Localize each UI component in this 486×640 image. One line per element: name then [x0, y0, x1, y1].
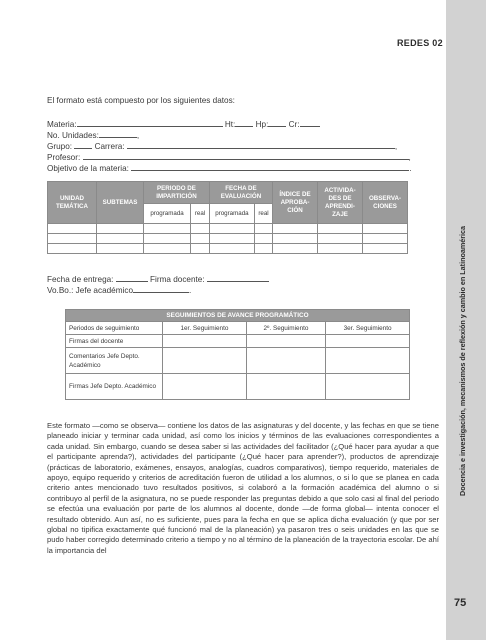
col-header-fecha: FECHA DE EVALUACIÓN — [209, 182, 272, 204]
col-header-actividades: ACTIVIDA-DES DE APRENDI-ZAJE — [318, 182, 363, 224]
table-row — [66, 322, 410, 335]
label-profesor: Profesor: — [47, 153, 81, 162]
table-row — [66, 335, 410, 348]
col-header-periodo: PERIODO DE IMPARTICIÓN — [144, 182, 210, 204]
page-number: 75 — [454, 597, 467, 609]
col-header-2do: 2º. Seguimiento — [246, 322, 325, 335]
row-label-firmas-jefe: Firmas Jefe Depto. Académico — [66, 374, 163, 400]
subheader-real: real — [191, 204, 210, 224]
blank-line — [99, 129, 137, 138]
label-fecha-entrega: Fecha de entrega: — [47, 275, 114, 284]
blank-line — [74, 140, 92, 149]
col-header-observaciones: OBSERVA-CIONES — [363, 182, 408, 224]
blank-line — [235, 118, 253, 127]
progress-table-title: SEGUIMIENTOS DE AVANCE PROGRAMÁTICO — [66, 310, 410, 322]
label-objetivo: Objetivo de la materia: — [47, 164, 129, 173]
label-materia: Materia: — [47, 120, 77, 129]
form-line-vobo: Vo.Bo.: Jefe académico . — [47, 286, 192, 295]
label-vobo: Vo.Bo.: Jefe académico — [47, 286, 134, 295]
table-row — [48, 234, 408, 244]
blank-line — [77, 118, 223, 127]
series-label: REDES 02 — [397, 38, 443, 48]
blank-line — [133, 284, 189, 293]
label-grupo: Grupo: — [47, 142, 73, 151]
col-header-unidad: UNIDAD TEMÁTICA — [48, 182, 97, 224]
blank-line — [268, 118, 286, 127]
body-paragraph: Este formato —como se observa— contiene los datos de las asignaturas y del docente, y las fechas en que se tiene planeado iniciar y terminar cada unidad, así como los inicios y términos de las evaluaciones correspondientes a cada unidad. Sin embargo, cuando se desea saber si las actividades del facilitador (¿Qué hacer para ayudar a que el participante aprenda?), actividades del participante (¿Qué hacer para aprender?), productos de aprendizaje (prácticas de laboratorio, exámenes, ensayos, analogías, cuadros comparativos), tiempo requerido, materiales de apoyo, equipo requerido y criterios de acreditación fueron de utilidad a los alumnos, o si lo que se planea en cada criterio antes mencionado tuvo resultados positivos, si colaboró a la formación académica del alumno o si contribuyo al perfil de la asignatura, no se puede responder las preguntas debido a que solo casi al final del periodo se efectúa una evaluación por parte de los alumnos al docente, donde —de forma global— intenta conocer el resultado obtenido. Aun así, no es suficiente, pues para la fecha en que se aplica dicha evaluación (y que por ser global no tipifica exactamente qué funcionó mal de la planeación) ya pasaron tres o seis unidades en las que se pudo haber corregido determinado criterio a tiempo y no al término de la planeación de la trayectoria escolar. De ahí la importancia del — [47, 421, 439, 555]
blank-line — [116, 273, 148, 282]
col-header-indice: ÍNDICE DE APROBA-CIÓN — [273, 182, 318, 224]
planning-table — [47, 181, 408, 254]
blank-line — [300, 118, 320, 127]
table-row — [66, 348, 410, 374]
subheader-programada: programada — [209, 204, 254, 224]
blank-line — [207, 273, 269, 282]
table-row — [66, 374, 410, 400]
form-line-objetivo: Objetivo de la materia: . — [47, 164, 412, 173]
label-cr: Cr: — [288, 120, 300, 129]
label-carrera: Carrera: — [94, 142, 125, 151]
progress-tracking-table — [65, 309, 410, 400]
label-ht: Ht: — [224, 120, 236, 129]
form-line-grupo: Grupo: Carrera: , — [47, 142, 398, 151]
table-row — [48, 244, 408, 254]
subheader-real: real — [254, 204, 272, 224]
subheader-programada: programada — [144, 204, 191, 224]
form-line-unidades: No. Unidades: , — [47, 131, 140, 140]
form-line-profesor: Profesor: , — [47, 153, 411, 162]
vertical-running-title: Docencia e investigación, mecanismos de reflexión y cambio en Latinoamérica — [458, 225, 467, 496]
label-firma-docente: Firma docente: — [150, 275, 205, 284]
intro-text: El formato está compuesto por los siguientes datos: — [47, 96, 235, 105]
col-header-3er: 3er. Seguimiento — [326, 322, 410, 335]
blank-line — [131, 162, 409, 171]
row-label-comentarios: Comentarios Jefe Depto. Académico — [66, 348, 163, 374]
col-header-subtemas: SUBTEMAS — [97, 182, 144, 224]
blank-line — [127, 140, 395, 149]
col-header-1er: 1er. Seguimiento — [163, 322, 247, 335]
label-unidades: No. Unidades: — [47, 131, 99, 140]
row-label-firmas-docente: Firmas del docente — [66, 335, 163, 348]
table-row — [48, 224, 408, 234]
row-label-periodos: Periodos de seguimiento — [66, 322, 163, 335]
label-hp: Hp: — [255, 120, 269, 129]
blank-line — [83, 151, 409, 160]
